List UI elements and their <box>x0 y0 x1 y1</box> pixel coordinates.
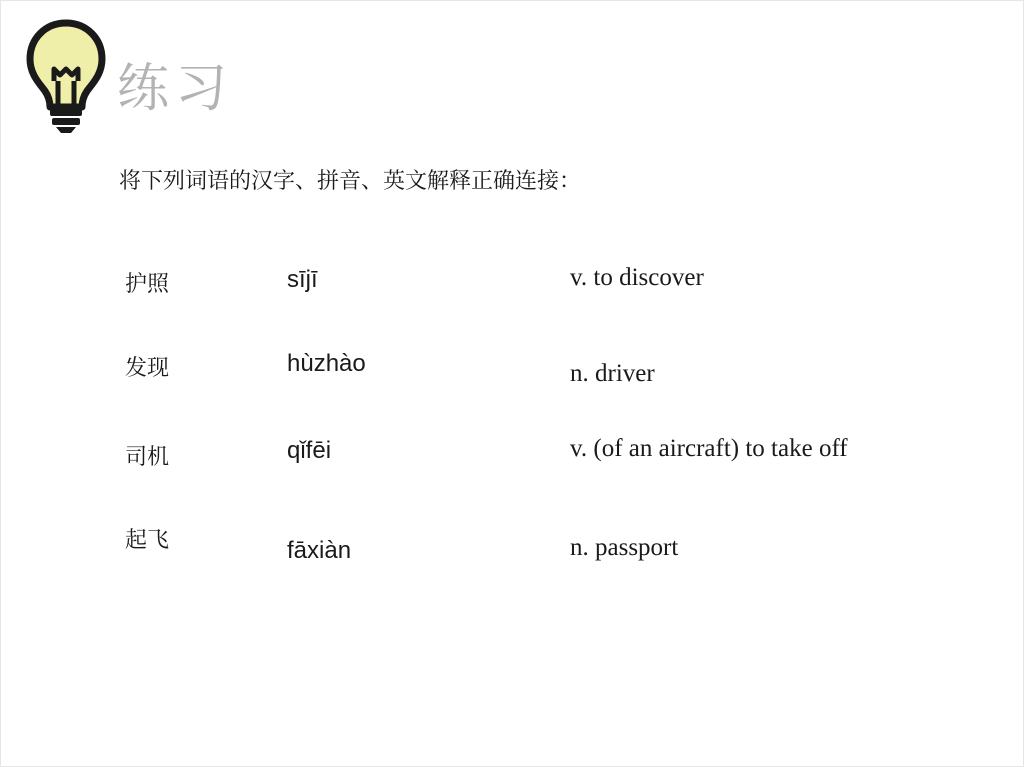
instruction-text: 将下列词语的汉字、拼音、英文解释正确连接： <box>119 169 582 194</box>
chinese-word: 司机 <box>125 445 170 470</box>
lightbulb-icon <box>25 19 107 135</box>
pinyin-word: qǐfēi <box>287 437 332 464</box>
english-definition: n. driver <box>570 360 655 387</box>
chinese-word: 发现 <box>125 356 170 381</box>
pinyin-word: sījī <box>287 266 318 293</box>
chinese-word: 护照 <box>125 272 170 297</box>
english-definition: v. to discover <box>570 264 704 291</box>
page-title: 练习 <box>117 59 234 119</box>
english-definition: v. (of an aircraft) to take off <box>570 435 848 462</box>
english-definition: n. passport <box>570 534 679 561</box>
chinese-word: 起飞 <box>125 528 170 553</box>
pinyin-word: hùzhào <box>287 350 366 377</box>
pinyin-word: fāxiàn <box>287 537 352 564</box>
